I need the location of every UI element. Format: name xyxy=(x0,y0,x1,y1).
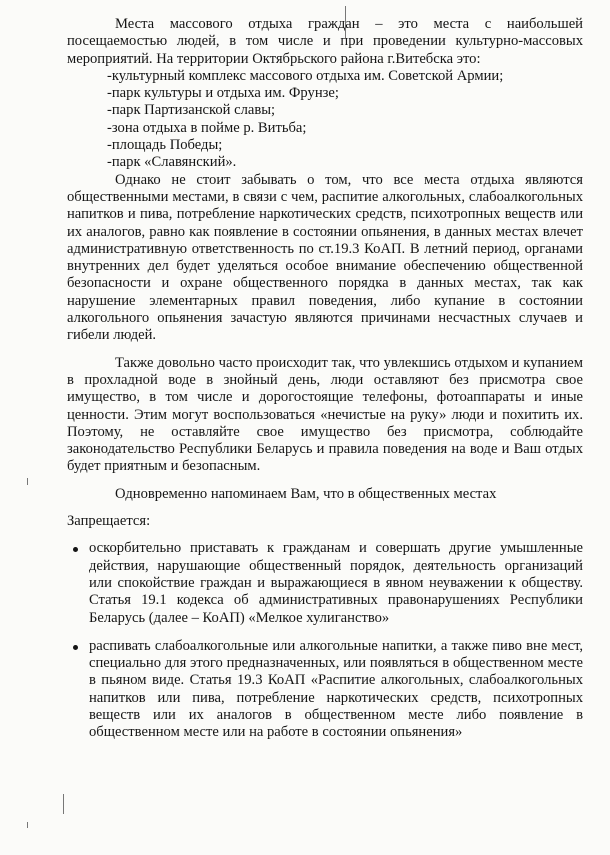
list-item: -площадь Победы; xyxy=(107,137,223,154)
list-item: -культурный комплекс массового отдыха им. Советской Армии; xyxy=(107,67,504,84)
document-body xyxy=(67,16,583,753)
paragraph-responsibility: Однако не стоит забывать о том, что все места отдыха являются общественными местами, в связи с чем, распитие алкогольных, слабоалкогольных напитков и пива, потребление наркотических средств, психотропных веществ или их аналогов, равно как появление в состоянии опьянения, в данных местах влечет административную ответственность по ст.19.3 КоАП. В летний период, органами внутренних дел будет уделяться особое внимание обеспечению общественной безопасности и охране общественного порядка в данных местах, так как нарушение элементарных правил поведения, либо купание в состоянии алкогольного опьянения зачастую являются причинами несчастных случаев и гибели людей. xyxy=(67,171,583,344)
list-item xyxy=(67,540,583,626)
scan-mark xyxy=(63,794,64,814)
scan-mark xyxy=(27,478,28,485)
bullet-icon xyxy=(73,547,78,552)
paragraph-property: Также довольно часто происходит так, что увлекшись отдыхом и купанием в прохладной воде в знойный день, люди оставляют без присмотра свое имущество, в том числе и дорогостоящие телефоны, фотоаппараты и иные ценности. Этим могут воспользоваться «нечистые на руку» люди и похитить их. Поэтому, не оставляйте свое имущество без присмотра, соблюдайте законодательство Республики Беларусь и правила поведения на воде и Ваш отдых будет приятным и безопасным. xyxy=(67,354,583,475)
list-item: -парк Партизанской славы; xyxy=(107,102,276,119)
list-item: -парк «Славянский». xyxy=(107,154,237,171)
list-item: -зона отдыха в пойме р. Витьба; xyxy=(107,119,307,136)
places-list xyxy=(67,68,583,172)
scan-mark xyxy=(27,822,28,828)
forbidden-heading: Запрещается: xyxy=(67,513,151,530)
list-item xyxy=(67,638,583,742)
forbidden-item-text: распивать слабоалкогольные или алкогольные напитки, а также пиво вне мест, специально для этого предназначенных, или появляться в общественном месте в пьяном виде. Статья 19.3 КоАП «Распитие алкогольных, слабоалкогольных напитков или пива, потребление наркотических средств, психотропных веществ или их аналогов в общественном месте либо появление в общественном месте или на работе в состоянии опьянения» xyxy=(89,637,583,741)
forbidden-item-text: оскорбительно приставать к гражданам и совершать другие умышленные действия, нарушающие общественный порядок, деятельность организаций или спокойствие граждан и выражающиеся в явном неуважении к обществу. Статья 19.1 кодекса об административных правонарушениях Республики Беларусь (далее – КоАП) «Мелкое хулиганство» xyxy=(89,540,583,626)
forbidden-list xyxy=(67,540,583,741)
bullet-icon xyxy=(73,645,78,650)
list-item: -парк культуры и отдыха им. Фрунзе; xyxy=(107,85,339,102)
paragraph-reminder: Одновременно напоминаем Вам, что в общественных местах xyxy=(115,485,497,502)
intro-paragraph: Места массового отдыха граждан – это места с наибольшей посещаемостью людей, в том числе и при проведении культурно-массовых мероприятий. На территории Октябрьского района г.Витебска это: xyxy=(67,16,583,67)
